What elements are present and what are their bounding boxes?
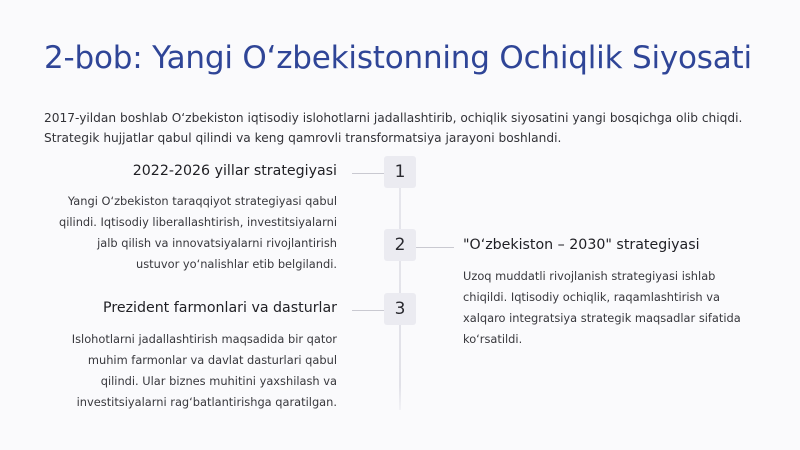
event-description-2: Uzoq muddatli rivojlanish strategiyasi ishlab chiqildi. Iqtisodiy ochiqlik, raqamlashtirish va xalqaro integratsiya strategik maqsadlar sifatida ko‘rsatildi. — [463, 269, 741, 346]
event-title-2: "O‘zbekiston – 2030" strategiyasi — [463, 237, 700, 253]
event-title-1: 2022-2026 yillar strategiyasi — [132, 163, 337, 179]
event-description-3: Islohotlarni jadallashtirish maqsadida bir qator muhim farmonlar va davlat dasturlari qabul qilindi. Ular biznes muhitini yaxshilash va investitsiyalarni rag‘batlantirishga qaratilgan. — [71, 332, 337, 409]
timeline-connector-1 — [352, 173, 384, 174]
timeline-node-3: 3 — [384, 293, 416, 325]
event-title-3: Prezident farmonlari va dasturlar — [103, 300, 337, 316]
slide-title: 2-bob: Yangi O‘zbekistonning Ochiqlik Siyosati — [44, 40, 752, 76]
timeline-node-1: 1 — [384, 156, 416, 188]
timeline-node-2: 2 — [384, 229, 416, 261]
timeline-line — [399, 168, 401, 410]
event-description-1: Yangi O‘zbekiston taraqqiyot strategiyasi qabul qilindi. Iqtisodiy liberallashtirish, investitsiyalarni jalb qilish va innovatsiyalarni rivojlantirish ustuvor yo‘nalishlar etib belgilandi. — [58, 194, 337, 271]
intro-paragraph: 2017-yildan boshlab O‘zbekiston iqtisodiy islohotlarni jadallashtirib, ochiqlik siyosatini yangi bosqichga olib chiqdi. Strategik hujjatlar qabul qilindi va keng qamrovli transformatsiya jarayoni boshlandi. — [44, 111, 743, 145]
timeline-connector-2 — [416, 247, 454, 248]
timeline-connector-3 — [352, 310, 384, 311]
